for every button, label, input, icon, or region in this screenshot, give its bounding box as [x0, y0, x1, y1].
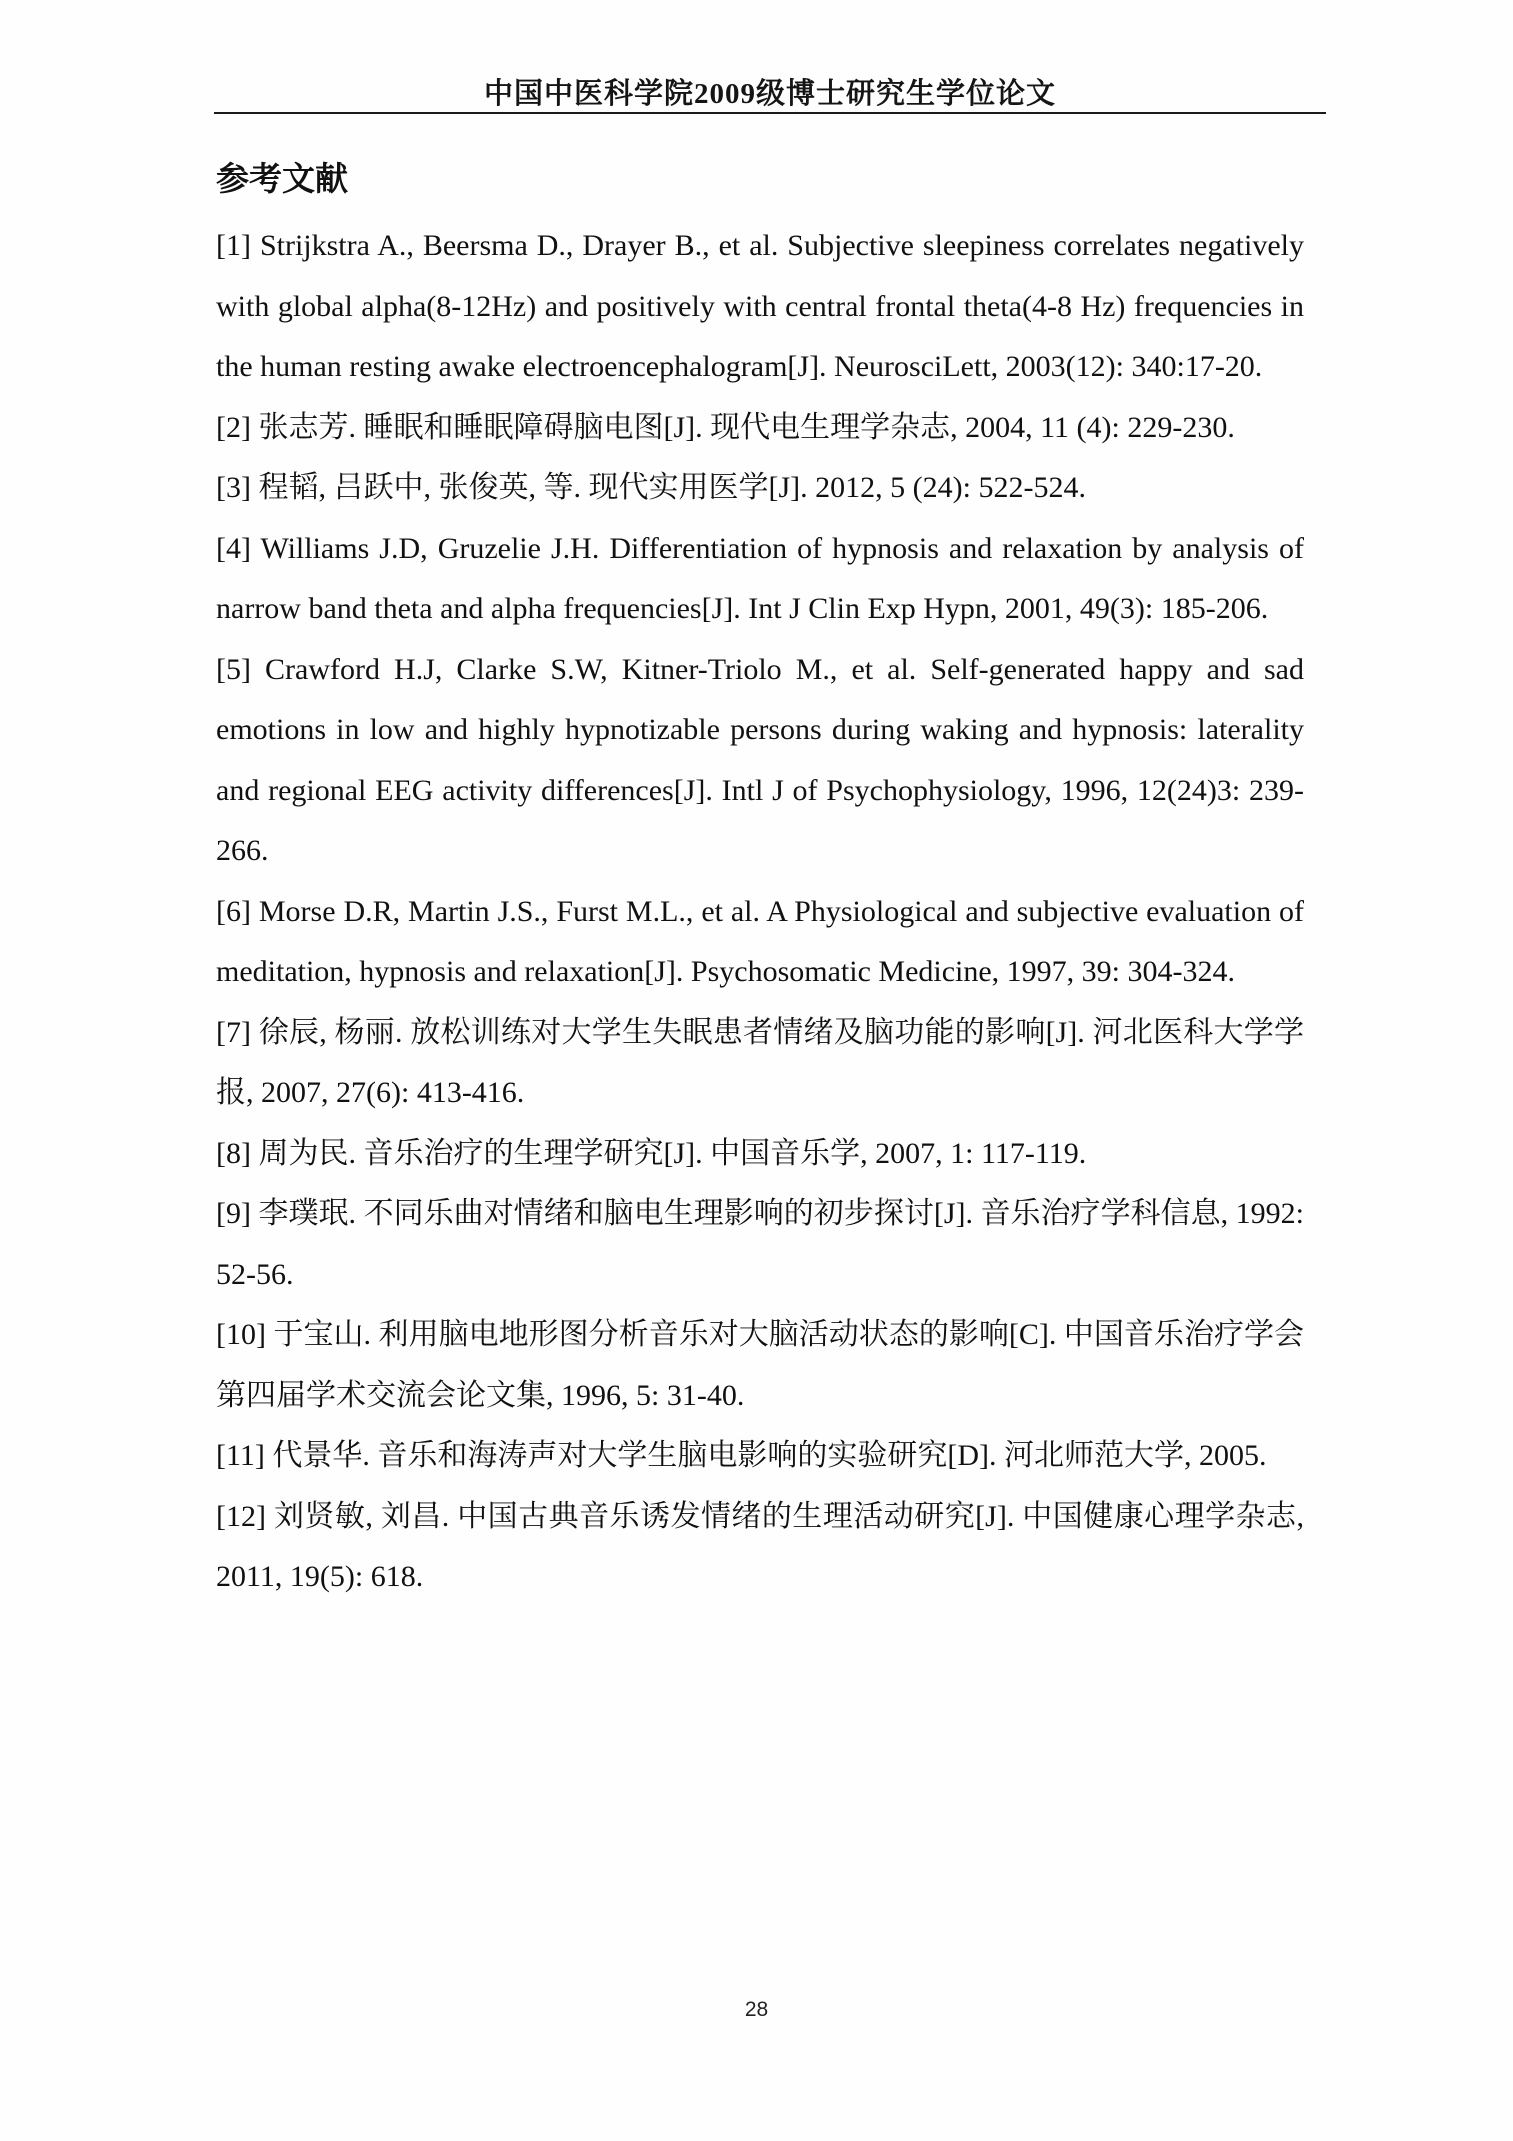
section-heading: 参考文献	[216, 162, 348, 198]
reference-4: [4] Williams J.D, Gruzelie J.H. Differentiation of hypnosis and relaxation by analysis of narrow band theta and alpha frequencies[J]. Int J Clin Exp Hypn, 2001, 49(3): 185-206.	[216, 531, 1304, 625]
reference-9: [9] 李璞珉. 不同乐曲对情绪和脑电生理影响的初步探讨[J]. 音乐治疗学科信息, 1992: 52-56.	[216, 1197, 1304, 1291]
reference-7: [7] 徐辰, 杨丽. 放松训练对大学生失眠患者情绪及脑功能的影响[J]. 河北医科大学学报, 2007, 27(6): 413-416.	[216, 1015, 1304, 1109]
reference-8: [8] 周为民. 音乐治疗的生理学研究[J]. 中国音乐学, 2007, 1: 117-119.	[216, 1136, 1087, 1170]
reference-5: [5] Crawford H.J, Clarke S.W, Kitner-Triolo M., et al. Self-generated happy and sad emotions in low and highly hypnotizable persons during waking and hypnosis: laterality and regional EEG activity differences[J]. Intl J of Psychophysiology, 1996, 12(24)3: 239-266.	[216, 652, 1304, 867]
reference-10: [10] 于宝山. 利用脑电地形图分析音乐对大脑活动状态的影响[C]. 中国音乐治疗学会第四届学术交流会论文集, 1996, 5: 31-40.	[216, 1318, 1304, 1412]
page-number: 28	[744, 1998, 769, 2021]
header-rule	[214, 112, 1326, 114]
reference-11: [11] 代景华. 音乐和海涛声对大学生脑电影响的实验研究[D]. 河北师范大学, 2005.	[216, 1439, 1267, 1472]
reference-2: [2] 张志芳. 睡眠和睡眠障碍脑电图[J]. 现代电生理学杂志, 2004, 11 (4): 229-230.	[216, 410, 1235, 444]
reference-1: [1] Strijkstra A., Beersma D., Drayer B., et al. Subjective sleepiness correlates negatively with global alpha(8-12Hz) and positively with central frontal theta(4-8 Hz) frequencies in the human resting awake electroencephalogram[J]. NeurosciLett, 2003(12): 340:17-20.	[216, 229, 1304, 383]
running-header: 中国中医科学院2009级博士研究生学位论文	[483, 78, 1056, 110]
reference-3: [3] 程韬, 吕跃中, 张俊英, 等. 现代实用医学[J]. 2012, 5 (24): 522-524.	[216, 471, 1086, 504]
reference-6: [6] Morse D.R, Martin J.S., Furst M.L., et al. A Physiological and subjective evaluation of meditation, hypnosis and relaxation[J]. Psychosomatic Medicine, 1997, 39: 304-324.	[216, 894, 1304, 988]
reference-12: [12] 刘贤敏, 刘昌. 中国古典音乐诱发情绪的生理活动研究[J]. 中国健康心理学杂志, 2011, 19(5): 618.	[216, 1499, 1304, 1593]
reference-list	[216, 216, 1304, 1608]
